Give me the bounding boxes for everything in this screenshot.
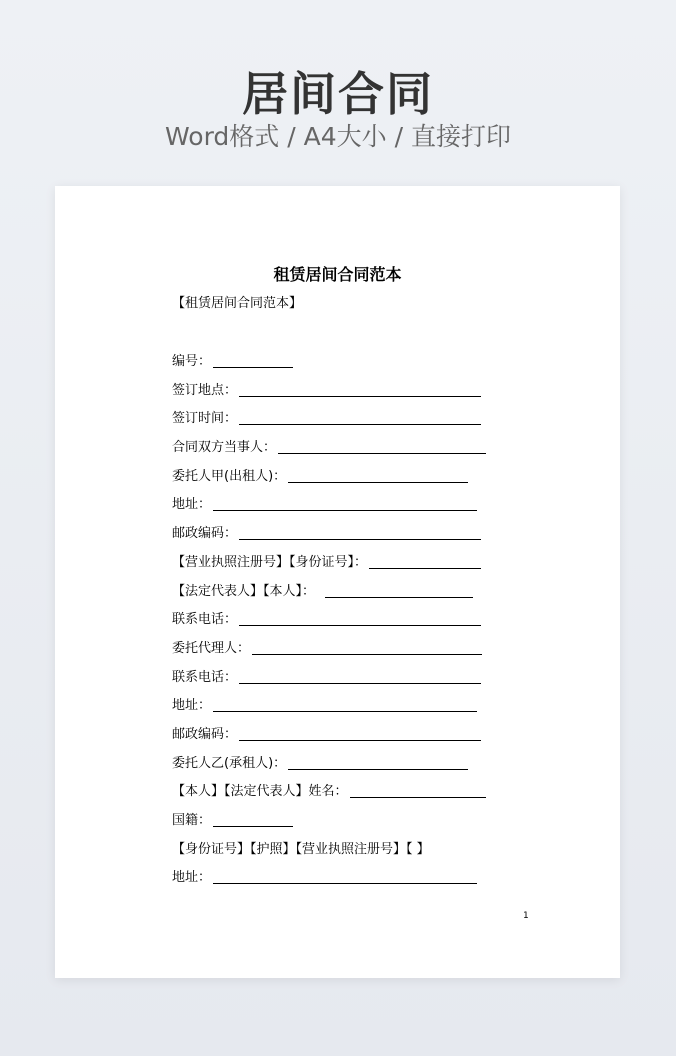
field-blank-line: [213, 696, 477, 712]
field-blank-line: [213, 811, 293, 827]
field-label: 【身份证号】【护照】【营业执照注册号】【 】: [172, 841, 430, 857]
field-blank-line: [239, 610, 481, 626]
document-page: [55, 186, 620, 978]
field-row: [172, 524, 502, 553]
field-blank-line: [369, 553, 481, 569]
field-blank-line: [213, 868, 477, 884]
field-label: 国籍：: [172, 813, 212, 828]
field-blank-line: [239, 524, 481, 540]
field-row: [172, 868, 502, 897]
field-label: 合同双方当事人：: [172, 440, 277, 456]
field-label: 编号：: [172, 354, 212, 369]
field-label: 签订时间：: [172, 411, 238, 427]
field-label: 委托代理人：: [172, 640, 251, 656]
field-row: [172, 381, 502, 410]
field-row: [172, 495, 502, 524]
field-blank-line: [239, 381, 481, 397]
field-blank-line: [213, 352, 293, 368]
field-row: [172, 639, 502, 668]
field-blank-line: [252, 639, 482, 655]
field-label: 地址：: [172, 497, 212, 513]
field-row: [172, 610, 502, 639]
document-subtitle: 【租赁居间合同范本】: [172, 296, 303, 311]
page-number: 1: [523, 911, 529, 921]
field-row: [172, 438, 502, 467]
field-label: 联系电话：: [172, 669, 238, 685]
field-label: 【营业执照注册号】【身份证号】：: [172, 554, 368, 570]
field-row: [172, 582, 502, 611]
field-row: [172, 553, 502, 582]
field-blank-line: [213, 495, 477, 511]
field-label: 【本人】【法定代表人】姓名：: [172, 784, 348, 800]
field-label: 签订地点：: [172, 382, 238, 398]
field-label: 地址：: [172, 870, 212, 886]
field-blank-line: [288, 754, 468, 770]
field-label: 【法定代表人】【本人】：: [172, 583, 316, 599]
field-label: 地址：: [172, 698, 212, 714]
field-row: [172, 696, 502, 725]
field-row: [172, 725, 502, 754]
field-label: 邮政编码：: [172, 726, 238, 742]
field-row: [172, 352, 502, 381]
field-row: [172, 668, 502, 697]
field-blank-line: [350, 782, 486, 798]
field-row: [172, 409, 502, 438]
document-title: 租赁居间合同范本: [273, 265, 402, 284]
field-blank-line: [239, 725, 481, 741]
field-blank-line: [278, 438, 486, 454]
field-label: 联系电话：: [172, 612, 238, 628]
field-label: 委托人乙(承租人)：: [172, 755, 287, 771]
page-title: 居间合同: [242, 67, 434, 121]
field-blank-line: [288, 467, 468, 483]
field-row: [172, 467, 502, 496]
contract-fields: [172, 352, 502, 897]
field-blank-line: [239, 668, 481, 684]
field-blank-line: [325, 582, 473, 598]
field-label: 邮政编码：: [172, 526, 238, 542]
field-row: [172, 782, 502, 811]
field-label: 委托人甲(出租人)：: [172, 468, 287, 484]
field-blank-line: [239, 409, 481, 425]
page-subtitle: Word格式 / A4大小 / 直接打印: [165, 122, 511, 151]
field-row: [172, 754, 502, 783]
field-row: [172, 811, 502, 840]
field-row: [172, 840, 502, 869]
